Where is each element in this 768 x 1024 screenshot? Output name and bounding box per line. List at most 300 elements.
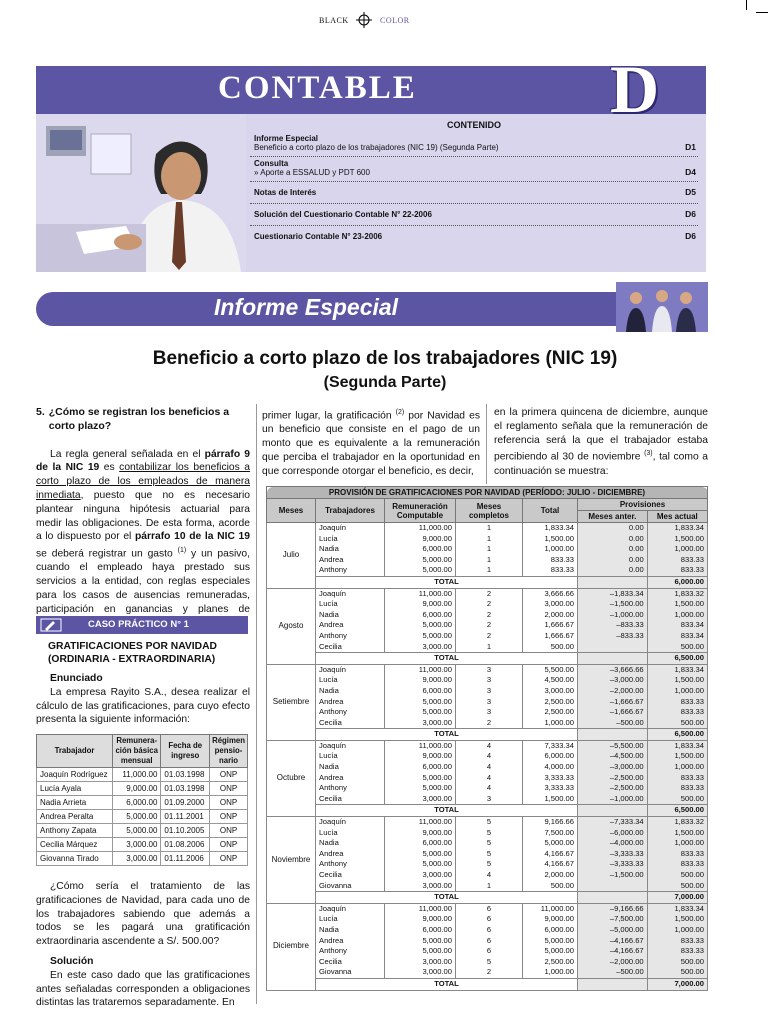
table-cell: 0.00 — [578, 565, 648, 576]
column-divider — [486, 404, 487, 484]
table-cell: Lucía — [316, 534, 385, 545]
table-cell: 01.10.2005 — [161, 824, 210, 838]
table-cell: 2,000.00 — [523, 870, 578, 881]
table-row — [267, 707, 708, 718]
table-row — [267, 957, 708, 968]
table-cell: 500.00 — [647, 794, 707, 805]
table-cell: Anthony Zapata — [37, 824, 113, 838]
section-letter: D — [610, 51, 660, 127]
table-cell: 833.33 — [647, 697, 707, 708]
table-cell: 3,000.00 — [113, 852, 161, 866]
table-cell — [578, 576, 648, 588]
table-row — [267, 849, 708, 860]
table-cell: Joaquín — [316, 817, 385, 828]
table-cell: 5,000.00 — [523, 838, 578, 849]
column-1 — [36, 406, 250, 630]
table-cell: 5 — [456, 849, 523, 860]
table-cell: 3,000.00 — [385, 957, 456, 968]
table-header: Provisiones — [578, 499, 708, 511]
table-cell: 5 — [456, 838, 523, 849]
solution-heading: Solución — [50, 955, 94, 967]
total-label: TOTAL — [316, 653, 578, 665]
provision-table-title: PROVISIÓN DE GRATIFICACIONES POR NAVIDAD (PERÍODO: JULIO - DICIEMBRE) — [267, 487, 708, 499]
table-cell: 11,000.00 — [385, 523, 456, 534]
table-cell: ONP — [210, 824, 248, 838]
contents-item-heading: Consulta — [254, 159, 289, 168]
total-value: 6,000.00 — [647, 576, 707, 588]
table-cell: ONP — [210, 796, 248, 810]
contents-item-sub: » Aporte a ESSALUD y PDT 600 — [254, 168, 370, 177]
table-cell: 2,500.00 — [523, 707, 578, 718]
table-cell: 5 — [456, 817, 523, 828]
table-cell: 11,000.00 — [385, 817, 456, 828]
table-row — [267, 903, 708, 914]
table-cell: 6 — [456, 946, 523, 957]
table-header: Total — [523, 499, 578, 523]
table-cell: 5,000.00 — [385, 565, 456, 576]
table-row — [267, 631, 708, 642]
table-row — [267, 751, 708, 762]
table-cell: 4 — [456, 740, 523, 751]
table-cell: 833.33 — [647, 565, 707, 576]
contents-item-sub: Beneficio a corto plazo de los trabajadores (NIC 19) (Segunda Parte) — [254, 143, 499, 152]
table-cell — [578, 805, 648, 817]
workers-table — [36, 734, 248, 866]
table-cell: –1,000.00 — [578, 610, 648, 621]
table-cell: 6,000.00 — [385, 686, 456, 697]
table-cell: 6 — [456, 914, 523, 925]
table-cell: 6,000.00 — [385, 838, 456, 849]
table-header: Meses — [267, 499, 316, 523]
table-row — [267, 675, 708, 686]
section-banner-label: Informe Especial — [214, 294, 399, 320]
table-cell: –9,166.66 — [578, 903, 648, 914]
question-text: ¿Cómo se registran los beneficios a corto plazo? — [48, 406, 230, 432]
total-value: 6,500.00 — [647, 729, 707, 741]
table-cell: 3,000.00 — [523, 599, 578, 610]
table-cell: 01.03.1998 — [161, 768, 210, 782]
table-cell: Giovanna — [316, 881, 385, 892]
table-row — [37, 796, 248, 810]
total-label: TOTAL — [316, 729, 578, 741]
table-cell: –1,500.00 — [578, 599, 648, 610]
table-cell: 2 — [456, 599, 523, 610]
table-cell: –2,500.00 — [578, 783, 648, 794]
solution-text: En este caso dado que las gratificaciones antes señaladas corresponden a obligaciones distintas las trataremos separadamente. En — [36, 969, 250, 1009]
table-cell: 5 — [456, 859, 523, 870]
crosshair-icon — [356, 12, 372, 28]
table-cell: 5,000.00 — [385, 783, 456, 794]
table-row — [267, 620, 708, 631]
contents-item-page: D6 — [685, 209, 696, 219]
contents-item[interactable] — [250, 182, 698, 204]
table-row — [37, 768, 248, 782]
table-header: Trabajador — [37, 735, 113, 768]
table-cell: –833.33 — [578, 620, 648, 631]
table-cell: Cecilia — [316, 718, 385, 729]
table-cell: 5,500.00 — [523, 664, 578, 675]
article-title: Beneficio a corto plazo de los trabajadores (NIC 19) — [152, 348, 618, 369]
table-cell: 833.33 — [647, 783, 707, 794]
crop-mark — [746, 0, 747, 10]
table-cell: –6,000.00 — [578, 828, 648, 839]
table-cell: 3 — [456, 675, 523, 686]
contents-item[interactable] — [250, 226, 698, 247]
table-cell: 1 — [456, 555, 523, 566]
table-cell: 1,833.32 — [647, 588, 707, 599]
table-row — [267, 967, 708, 978]
table-cell: Cecilia Márquez — [37, 838, 113, 852]
total-row — [267, 978, 708, 990]
month-cell: Octubre — [267, 740, 316, 816]
table-cell: 6,000.00 — [113, 796, 161, 810]
table-cell: ONP — [210, 782, 248, 796]
banner-photo — [616, 282, 708, 332]
table-cell: Nadia — [316, 838, 385, 849]
table-cell: 3 — [456, 794, 523, 805]
total-label: TOTAL — [316, 805, 578, 817]
table-cell: Joaquín — [316, 664, 385, 675]
table-row — [267, 881, 708, 892]
table-cell: 6 — [456, 936, 523, 947]
table-row — [37, 852, 248, 866]
table-cell: 9,000.00 — [385, 828, 456, 839]
table-cell: 2 — [456, 610, 523, 621]
table-cell: 1 — [456, 544, 523, 555]
enunciado-text: La empresa Rayito S.A., desea realizar el cálculo de las gratificaciones, para cuyo efecto presenta la siguiente información: — [36, 686, 250, 726]
contents-item[interactable] — [250, 132, 698, 157]
table-cell: 833.33 — [647, 936, 707, 947]
table-cell: 1,000.00 — [647, 762, 707, 773]
table-cell: 6,000.00 — [523, 925, 578, 936]
table-cell: 3,000.00 — [385, 794, 456, 805]
table-cell: 4 — [456, 783, 523, 794]
total-row — [267, 653, 708, 665]
crop-mark — [756, 12, 768, 13]
brand-title: CONTABLE — [218, 70, 417, 106]
table-cell: –7,500.00 — [578, 914, 648, 925]
table-cell: 3,000.00 — [113, 838, 161, 852]
table-cell: Joaquín Rodríguez — [37, 768, 113, 782]
table-cell: 833.33 — [647, 859, 707, 870]
table-cell: –5,500.00 — [578, 740, 648, 751]
table-cell: 01.09.2000 — [161, 796, 210, 810]
table-cell: Nadia — [316, 925, 385, 936]
table-cell: Anthony — [316, 565, 385, 576]
table-cell: 1,000.00 — [647, 544, 707, 555]
total-label: TOTAL — [316, 892, 578, 904]
contents-item-page: D4 — [685, 167, 696, 177]
table-cell: 1 — [456, 523, 523, 534]
table-row — [37, 838, 248, 852]
table-cell: 1,500.00 — [523, 794, 578, 805]
case-question — [36, 880, 250, 1010]
table-row — [37, 782, 248, 796]
table-cell: Lucía — [316, 828, 385, 839]
month-cell: Agosto — [267, 588, 316, 664]
table-cell: 5,000.00 — [113, 810, 161, 824]
table-cell: 3 — [456, 664, 523, 675]
table-cell — [578, 653, 648, 665]
table-cell: 1,000.00 — [647, 925, 707, 936]
table-cell — [578, 881, 648, 892]
table-cell: 5,000.00 — [385, 859, 456, 870]
table-cell: Lucía — [316, 599, 385, 610]
table-cell: Andrea — [316, 555, 385, 566]
table-cell: 1,833.32 — [647, 817, 707, 828]
table-cell: 2 — [456, 967, 523, 978]
table-cell: 833.33 — [647, 555, 707, 566]
table-cell — [578, 642, 648, 653]
table-cell: 1,000.00 — [523, 718, 578, 729]
table-cell: 833.33 — [647, 773, 707, 784]
table-cell: –4,166.67 — [578, 946, 648, 957]
table-row — [267, 565, 708, 576]
table-cell: 3,000.00 — [385, 967, 456, 978]
contents-item[interactable] — [250, 204, 698, 226]
header-photo — [36, 114, 246, 272]
table-cell: 4,000.00 — [523, 762, 578, 773]
table-row — [267, 828, 708, 839]
total-row — [267, 729, 708, 741]
contents-item[interactable] — [250, 157, 698, 182]
table-cell: ONP — [210, 838, 248, 852]
table-cell: 1,833.34 — [647, 740, 707, 751]
table-cell: –500.00 — [578, 718, 648, 729]
table-cell: 5,000.00 — [523, 936, 578, 947]
table-cell: 3,000.00 — [385, 718, 456, 729]
total-label: TOTAL — [316, 576, 578, 588]
table-cell: 3,000.00 — [385, 642, 456, 653]
total-label: TOTAL — [316, 978, 578, 990]
table-cell: 1,500.00 — [647, 534, 707, 545]
table-cell: 11,000.00 — [523, 903, 578, 914]
table-row — [267, 914, 708, 925]
table-cell: 4 — [456, 870, 523, 881]
contents-box — [250, 120, 698, 247]
total-value: 6,500.00 — [647, 653, 707, 665]
table-row — [267, 773, 708, 784]
table-row — [267, 783, 708, 794]
column-divider — [256, 404, 257, 1004]
contents-item-heading: Solución del Cuestionario Contable N° 22-2006 — [254, 210, 432, 219]
table-cell: 6,000.00 — [385, 544, 456, 555]
table-cell: Andrea — [316, 697, 385, 708]
table-cell: –1,833.34 — [578, 588, 648, 599]
table-cell: 1,500.00 — [647, 914, 707, 925]
table-cell: Nadia — [316, 610, 385, 621]
table-cell: Giovanna Tirado — [37, 852, 113, 866]
total-row — [267, 892, 708, 904]
table-cell: 9,000.00 — [385, 914, 456, 925]
table-cell: –1,666.67 — [578, 707, 648, 718]
table-cell: 9,000.00 — [385, 599, 456, 610]
table-row — [267, 610, 708, 621]
table-row — [37, 824, 248, 838]
table-cell: Giovanna — [316, 967, 385, 978]
table-row — [267, 534, 708, 545]
table-cell: –7,333.34 — [578, 817, 648, 828]
table-cell: Joaquín — [316, 523, 385, 534]
table-cell: 5,000.00 — [385, 631, 456, 642]
table-cell: 1,500.00 — [523, 534, 578, 545]
table-cell: –1,500.00 — [578, 870, 648, 881]
table-cell: 4,500.00 — [523, 675, 578, 686]
table-cell: Andrea — [316, 773, 385, 784]
table-cell: 1,666.67 — [523, 631, 578, 642]
table-row — [267, 599, 708, 610]
question-heading — [36, 406, 250, 434]
month-cell: Julio — [267, 523, 316, 589]
table-cell: 1,500.00 — [647, 675, 707, 686]
table-cell: –3,333.33 — [578, 849, 648, 860]
table-cell: –1,000.00 — [578, 794, 648, 805]
table-cell: –3,666.66 — [578, 664, 648, 675]
case-intro — [36, 640, 250, 727]
table-cell: 500.00 — [647, 718, 707, 729]
contents-item-page: D5 — [685, 187, 696, 197]
table-cell: 1,833.34 — [647, 523, 707, 534]
table-row — [267, 762, 708, 773]
table-row — [267, 870, 708, 881]
table-cell: ONP — [210, 810, 248, 824]
month-cell: Diciembre — [267, 903, 316, 990]
table-row — [267, 544, 708, 555]
table-cell: 833.33 — [647, 946, 707, 957]
table-cell: Cecilia — [316, 794, 385, 805]
table-cell: Nadia Arrieta — [37, 796, 113, 810]
table-cell — [578, 729, 648, 741]
case-title: GRATIFICACIONES POR NAVIDAD (ORDINARIA - EXTRAORDINARIA) — [48, 641, 217, 665]
table-cell: Andrea — [316, 849, 385, 860]
table-cell: Lucía Ayala — [37, 782, 113, 796]
table-row — [267, 817, 708, 828]
total-value: 6,500.00 — [647, 805, 707, 817]
table-header: Trabajadores — [316, 499, 385, 523]
table-cell: 0.00 — [578, 534, 648, 545]
table-cell: 5 — [456, 957, 523, 968]
table-row — [267, 946, 708, 957]
article-subtitle: (Segunda Parte) — [323, 374, 447, 391]
table-cell: 833.33 — [523, 565, 578, 576]
table-cell: 1,500.00 — [647, 828, 707, 839]
table-cell: 1 — [456, 534, 523, 545]
table-cell: Joaquín — [316, 740, 385, 751]
table-cell: 1,833.34 — [647, 903, 707, 914]
month-cell: Noviembre — [267, 817, 316, 904]
table-cell: 500.00 — [647, 881, 707, 892]
contents-title: CONTENIDO — [447, 120, 501, 130]
table-cell: 9,000.00 — [385, 675, 456, 686]
table-cell: 1 — [456, 881, 523, 892]
table-cell: 1,500.00 — [647, 751, 707, 762]
table-cell: Anthony — [316, 631, 385, 642]
table-cell: 9,000.00 — [113, 782, 161, 796]
table-cell: 4,166.67 — [523, 859, 578, 870]
table-cell: 0.00 — [578, 544, 648, 555]
table-cell: –5,000.00 — [578, 925, 648, 936]
table-row — [267, 588, 708, 599]
table-cell: 2 — [456, 588, 523, 599]
table-cell: 500.00 — [523, 642, 578, 653]
table-cell: 9,000.00 — [385, 534, 456, 545]
table-cell: –4,500.00 — [578, 751, 648, 762]
table-cell: 3,333.33 — [523, 773, 578, 784]
paragraph: La regla general señalada en el párrafo 9 de la NIC 19 es contabilizar los beneficios a corto plazo de los empleados de manera inmediata, puesto que no es necesario plantear ninguna hipótesis actuarial para medir las obligaciones. De esta forma, acorde a lo dispuesto por el párrafo 10 de la NIC 19 se deberá registrar un gasto $^{(1)}$ y un pasivo, cuando el empleado haya prestado sus servicios a la entidad, con reglas especiales para los casos de ausencias remuneradas, participación en ganancias y planes de — [36, 448, 251, 615]
table-cell: Andrea — [316, 936, 385, 947]
table-row — [267, 523, 708, 534]
table-cell: ONP — [210, 852, 248, 866]
table-cell: –2,000.00 — [578, 686, 648, 697]
table-cell: 9,000.00 — [523, 914, 578, 925]
table-cell: –3,000.00 — [578, 762, 648, 773]
table-cell: 2,500.00 — [523, 697, 578, 708]
table-cell: 1,000.00 — [647, 686, 707, 697]
table-cell: Nadia — [316, 686, 385, 697]
table-cell: Nadia — [316, 544, 385, 555]
table-cell: 3 — [456, 707, 523, 718]
table-cell: Joaquín — [316, 903, 385, 914]
table-cell: 1 — [456, 565, 523, 576]
table-cell — [578, 978, 648, 990]
enunciado-heading: Enunciado — [50, 673, 103, 684]
table-cell: Anthony — [316, 783, 385, 794]
table-cell: ONP — [210, 768, 248, 782]
table-cell: 1,833.34 — [647, 664, 707, 675]
table-cell: 1,833.34 — [523, 523, 578, 534]
table-cell: 01.08.2006 — [161, 838, 210, 852]
table-cell: 5 — [456, 828, 523, 839]
table-header: Remunera-ción básica mensual — [113, 735, 161, 768]
table-cell: 5,000.00 — [385, 946, 456, 957]
case-banner — [36, 616, 248, 634]
table-cell: 2 — [456, 620, 523, 631]
table-cell: 3 — [456, 697, 523, 708]
table-cell: 1,000.00 — [523, 544, 578, 555]
month-cell: Setiembre — [267, 664, 316, 740]
table-cell: Andrea Peralta — [37, 810, 113, 824]
table-cell: 4 — [456, 773, 523, 784]
table-cell: 6,000.00 — [385, 925, 456, 936]
table-row — [267, 740, 708, 751]
table-cell: Cecilia — [316, 957, 385, 968]
table-cell: 4 — [456, 751, 523, 762]
table-cell: 01.11.2006 — [161, 852, 210, 866]
table-header: Remuneración Computable — [385, 499, 456, 523]
table-cell: –3,333.33 — [578, 859, 648, 870]
table-cell: 500.00 — [647, 870, 707, 881]
table-cell: 833.34 — [647, 631, 707, 642]
table-row — [267, 718, 708, 729]
table-cell: 2,000.00 — [523, 610, 578, 621]
column-3: en la primera quincena de diciembre, aunque el reglamento señala que la remuneración de referencia será la que el trabajador estaba percibiendo al 30 de noviembre $^{(3)}$, tal como a continuación se muestra: — [494, 407, 708, 477]
table-cell: –2,500.00 — [578, 773, 648, 784]
table-cell: 5,000.00 — [523, 946, 578, 957]
table-cell: –1,666.67 — [578, 697, 648, 708]
table-header: Meses completos — [456, 499, 523, 523]
table-cell: 1,500.00 — [647, 599, 707, 610]
case-label: CASO PRÁCTICO N° 1 — [88, 619, 189, 630]
table-cell: –4,000.00 — [578, 838, 648, 849]
question-paragraph: ¿Cómo sería el tratamiento de las gratificaciones de Navidad, para cada uno de los trabajadores sabiendo que además a todos se les pagará una gratificación extraordinaria ascendente a S/. 500.00? — [36, 881, 250, 948]
total-row — [267, 805, 708, 817]
table-cell: 833.33 — [647, 849, 707, 860]
table-cell: 5,000.00 — [385, 773, 456, 784]
table-cell: –4,166.67 — [578, 936, 648, 947]
total-value: 7,000.00 — [647, 978, 707, 990]
table-cell: 5,000.00 — [385, 849, 456, 860]
table-cell: 2 — [456, 631, 523, 642]
